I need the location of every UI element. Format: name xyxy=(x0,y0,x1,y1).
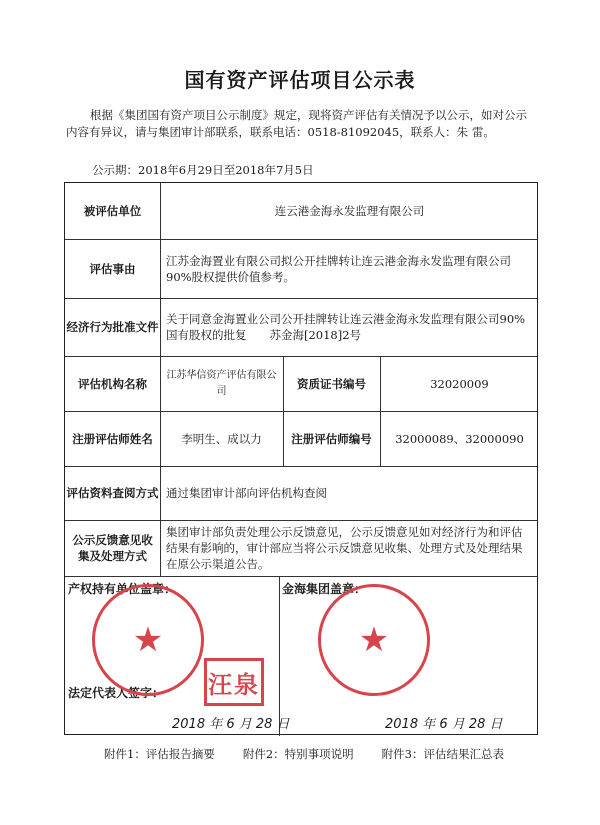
value-feedback-handling: 集团审计部负责处理公示反馈意见，公示反馈意见如对经济行为和评估结果有影响的，审计部应当将公示反馈意见收集、处理方式及处理结果在原公示渠道公告。 xyxy=(166,525,523,571)
label-appraiser-numbers: 注册评估师编号 xyxy=(291,431,372,446)
label-agency-name: 评估机构名称 xyxy=(78,376,147,391)
seal-star-icon: ★ xyxy=(358,620,390,660)
label-feedback-handling: 公示反馈意见收集及处理方式 xyxy=(72,533,153,563)
attachment-3: 附件3：评估结果汇总表 xyxy=(381,747,504,761)
seal-star-icon: ★ xyxy=(132,620,164,660)
attachment-1: 附件1：评估报告摘要 xyxy=(104,747,215,761)
group-seal-label: 金海集团盖章： xyxy=(282,582,367,596)
label-evaluated-unit: 被评估单位 xyxy=(83,204,142,218)
attachments-footer xyxy=(104,746,504,762)
document-title: 国有资产评估项目公示表 xyxy=(184,68,416,92)
owner-company-seal xyxy=(92,584,204,696)
value-review-method: 通过集团审计部向评估机构查阅 xyxy=(166,486,327,500)
label-appraiser-names: 注册评估师姓名 xyxy=(72,431,153,446)
attachment-2: 附件2：特别事项说明 xyxy=(242,747,354,761)
label-review-method: 评估资料查阅方式 xyxy=(66,486,159,500)
value-appraiser-names: 李明生、成以力 xyxy=(181,431,262,446)
value-approval-document: 关于同意金海置业公司公开挂牌转让连云港金海永发监理有限公司90%国有股权的批复 苏金海[2018]2号 xyxy=(166,312,526,342)
label-certificate-number: 资质证书编号 xyxy=(297,376,366,391)
publicity-period: 公示期：2018年6月29日至2018年7月5日 xyxy=(92,163,314,177)
value-evaluation-reason: 江苏金海置业有限公司拟公开挂牌转让连云港金海永发监理有限公司90%股权提供价值参考。 xyxy=(166,253,511,284)
group-sign-date: 2018 年 6 月 28 日 xyxy=(385,717,503,732)
group-company-seal xyxy=(318,584,430,696)
value-appraiser-numbers: 32000089、32000090 xyxy=(395,431,524,446)
owner-sign-date: 2018 年 6 月 28 日 xyxy=(172,717,290,732)
owner-seal-label: 产权持有单位盖章： xyxy=(68,582,177,596)
value-certificate-number: 32020009 xyxy=(430,376,489,391)
legal-rep-signature-stamp: 汪泉 xyxy=(204,658,264,706)
legal-rep-label: 法定代表人签字： xyxy=(68,686,165,700)
value-agency-name: 江苏华信资产评估有限公司 xyxy=(166,369,277,397)
intro-paragraph: 根据《集团国有资产项目公示制度》规定，现将资产评估有关情况予以公示，如对公示内容有异议，请与集团审计部联系，联系电话：0518-81092045，联系人：朱 雷。 xyxy=(66,108,527,139)
label-evaluation-reason: 评估事由 xyxy=(89,261,136,276)
label-approval-document: 经济行为批准文件 xyxy=(66,320,159,334)
value-evaluated-unit: 连云港金海永发监理有限公司 xyxy=(274,204,425,218)
